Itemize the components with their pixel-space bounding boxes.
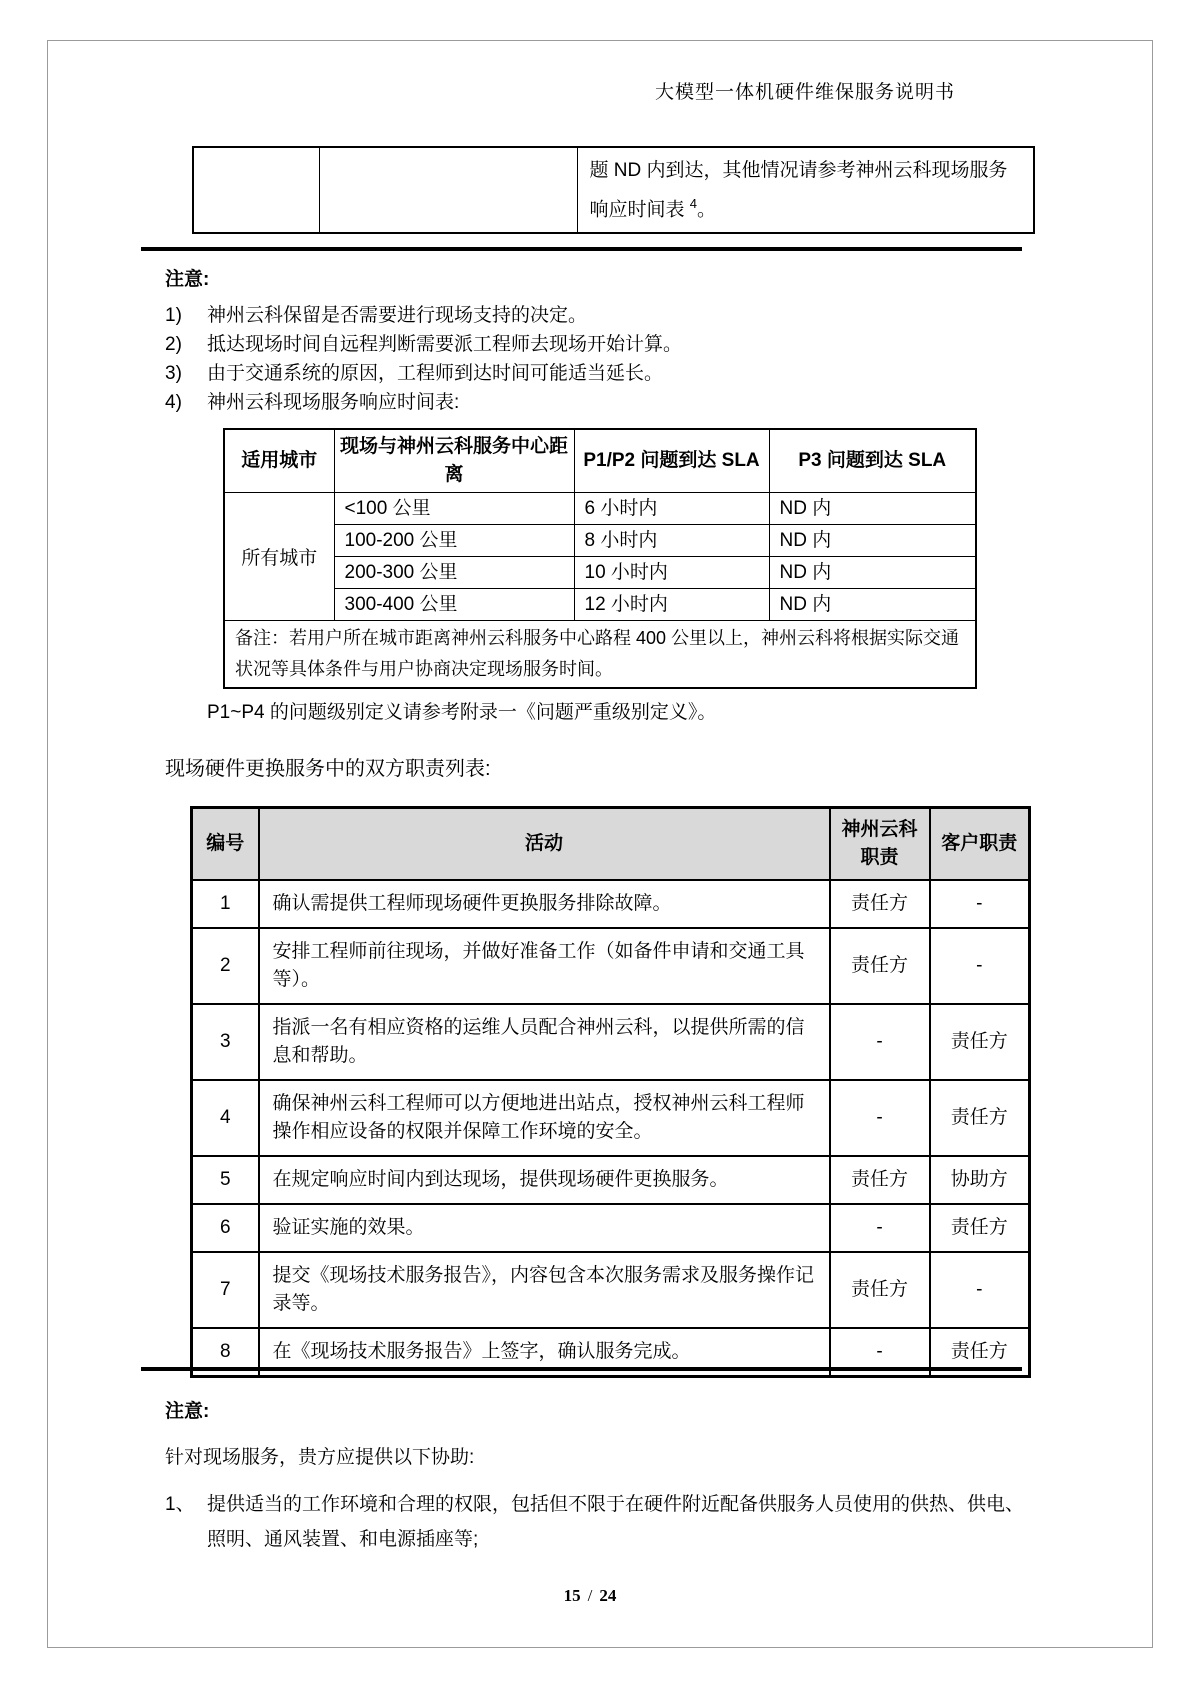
sla-cell-p3: ND 内 [769,557,976,589]
resp-cell-customer: - [930,928,1030,1004]
list-item [165,392,1035,414]
responsibilities-title: 现场硬件更换服务中的双方职责列表: [165,758,491,780]
notes-top-list [165,305,1035,414]
resp-row [192,1204,1030,1252]
resp-header-row [192,808,1030,881]
sla-remark-row [224,621,976,689]
resp-cell-customer: 协助方 [930,1156,1030,1204]
sla-cell-distance: <100 公里 [334,493,574,525]
resp-row [192,1004,1030,1080]
resp-header-customer: 客户职责 [930,808,1030,881]
resp-cell-customer: - [930,1252,1030,1328]
resp-cell-activity: 确认需提供工程师现场硬件更换服务排除故障。 [259,880,830,928]
page-footer [0,1586,1180,1606]
resp-cell-customer: 责任方 [930,1204,1030,1252]
resp-cell-no: 2 [192,928,259,1004]
resp-cell-no: 8 [192,1328,259,1377]
notes-top-label: 注意: [165,269,210,290]
sla-header-row [224,429,976,493]
resp-cell-activity: 指派一名有相应资格的运维人员配合神州云科，以提供所需的信息和帮助。 [259,1004,830,1080]
notes-bottom-list [165,1487,1037,1557]
notes-bottom-section [165,1396,1037,1557]
list-item [165,363,1035,385]
resp-row [192,1080,1030,1156]
notes-top-section [165,264,1035,421]
sla-row [224,525,976,557]
sla-cell-p3: ND 内 [769,589,976,621]
list-item-number: 2) [165,334,182,355]
carryover-cell-2 [319,147,577,233]
resp-cell-no: 7 [192,1252,259,1328]
list-item-text: 由于交通系统的原因，工程师到达时间可能适当延长。 [207,363,664,384]
section-rule-bottom [141,1367,1022,1371]
section-rule-top [141,247,1022,251]
resp-cell-no: 6 [192,1204,259,1252]
sla-header-p1p2: P1/P2 问题到达 SLA [574,429,769,493]
resp-row [192,880,1030,928]
resp-cell-no: 5 [192,1156,259,1204]
carryover-table [192,146,1035,234]
list-item [165,1487,1027,1557]
list-item-number: 1、 [165,1494,195,1515]
list-item-text: 提供适当的工作环境和合理的权限，包括但不限于在硬件附近配备供服务人员使用的供热、供电、照明、通风装置、和电源插座等; [207,1494,1025,1550]
list-item-number: 1) [165,305,182,326]
sla-response-table [223,428,977,689]
resp-cell-no: 4 [192,1080,259,1156]
sla-cell-distance: 300-400 公里 [334,589,574,621]
sla-row [224,493,976,525]
resp-cell-no: 1 [192,880,259,928]
resp-cell-activity: 在规定响应时间内到达现场，提供现场硬件更换服务。 [259,1156,830,1204]
resp-cell-no: 3 [192,1004,259,1080]
sla-city-cell: 所有城市 [224,493,334,621]
resp-cell-activity: 在《现场技术服务报告》上签字，确认服务完成。 [259,1328,830,1377]
sla-cell-p3: ND 内 [769,525,976,557]
resp-cell-customer: 责任方 [930,1004,1030,1080]
notes-bottom-intro: 针对现场服务，贵方应提供以下协助: [165,1447,475,1468]
p1p4-reference-text: P1~P4 的问题级别定义请参考附录一《问题严重级别定义》。 [207,702,717,723]
resp-cell-customer: 责任方 [930,1080,1030,1156]
sla-row [224,589,976,621]
list-item-text: 神州云科保留是否需要进行现场支持的决定。 [207,305,588,326]
resp-cell-dcits: - [830,1328,930,1377]
sla-header-city: 适用城市 [224,429,334,493]
resp-header-no: 编号 [192,808,259,881]
carryover-cell-3 [577,147,1034,233]
resp-row [192,1156,1030,1204]
sla-remark-cell: 备注：若用户所在城市距离神州云科服务中心路程 400 公里以上，神州云科将根据实际交通状况等具体条件与用户协商决定现场服务时间。 [224,621,976,689]
sla-cell-p1p2: 6 小时内 [574,493,769,525]
notes-bottom-label: 注意: [165,1401,210,1422]
resp-cell-activity: 提交《现场技术服务报告》，内容包含本次服务需求及服务操作记录等。 [259,1252,830,1328]
resp-cell-dcits: - [830,1004,930,1080]
carryover-text-end: 。 [697,199,717,221]
list-item-text: 抵达现场时间自远程判断需要派工程师去现场开始计算。 [207,334,683,355]
resp-cell-customer: - [930,880,1030,928]
resp-cell-dcits: - [830,1080,930,1156]
resp-header-dcits: 神州云科职责 [830,808,930,881]
document-header-title: 大模型一体机硬件维保服务说明书 [654,82,955,103]
list-item [165,334,1035,356]
page-number-current: 15 [563,1586,581,1605]
resp-cell-dcits: - [830,1204,930,1252]
list-item [165,305,1035,327]
sla-header-p3: P3 问题到达 SLA [769,429,976,493]
resp-cell-dcits: 责任方 [830,928,930,1004]
footnote-marker: 4 [689,196,698,211]
resp-cell-dcits: 责任方 [830,1252,930,1328]
carryover-cell-1 [193,147,319,233]
resp-cell-activity: 验证实施的效果。 [259,1204,830,1252]
carryover-text: 题 ND 内到达，其他情况请参考神州云科现场服务响应时间表 [589,160,1008,221]
responsibilities-table [190,806,1031,1378]
sla-cell-distance: 200-300 公里 [334,557,574,589]
sla-header-distance: 现场与神州云科服务中心距离 [334,429,574,493]
resp-cell-dcits: 责任方 [830,880,930,928]
resp-cell-customer: 责任方 [930,1328,1030,1377]
sla-cell-distance: 100-200 公里 [334,525,574,557]
sla-cell-p3: ND 内 [769,493,976,525]
page-number-separator: / [587,1586,593,1605]
page-number-total: 24 [599,1586,617,1605]
resp-row [192,928,1030,1004]
resp-cell-activity: 确保神州云科工程师可以方便地进出站点，授权神州云科工程师操作相应设备的权限并保障工作环境的安全。 [259,1080,830,1156]
carryover-row [193,147,1034,233]
list-item-number: 3) [165,363,182,384]
sla-cell-p1p2: 12 小时内 [574,589,769,621]
resp-cell-activity: 安排工程师前往现场，并做好准备工作（如备件申请和交通工具等）。 [259,928,830,1004]
sla-row [224,557,976,589]
resp-header-activity: 活动 [259,808,830,881]
resp-row [192,1252,1030,1328]
resp-cell-dcits: 责任方 [830,1156,930,1204]
sla-cell-p1p2: 10 小时内 [574,557,769,589]
list-item-number: 4) [165,392,182,413]
sla-cell-p1p2: 8 小时内 [574,525,769,557]
list-item-text: 神州云科现场服务响应时间表: [207,392,460,413]
